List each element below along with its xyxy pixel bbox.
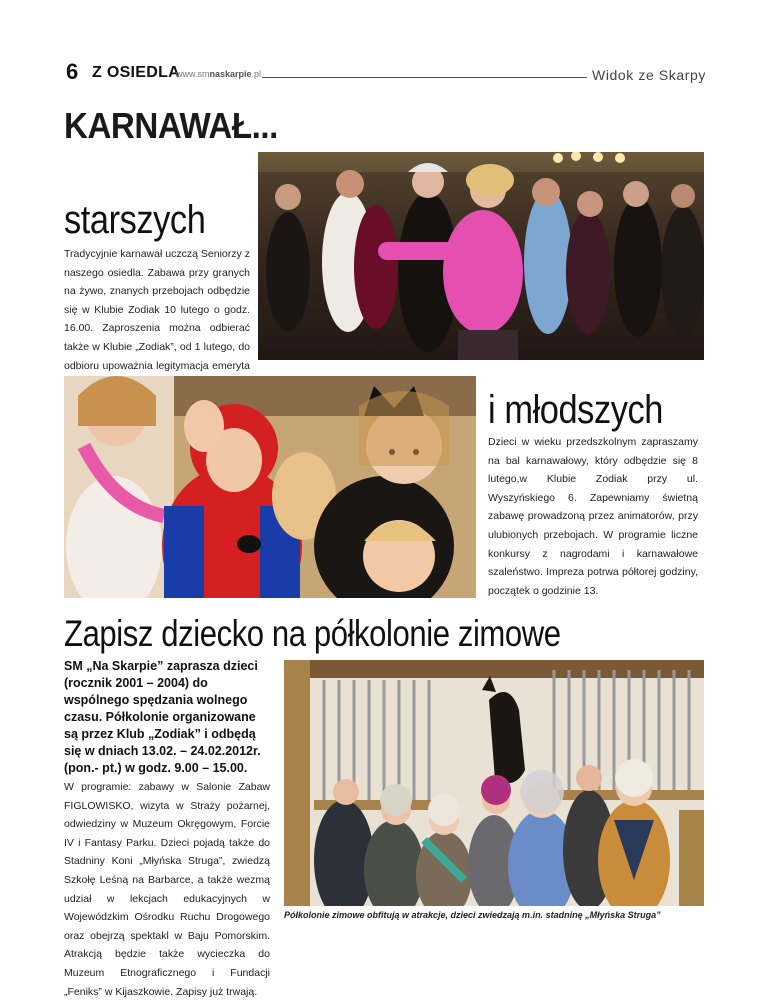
camp-heading: Zapisz dziecko na półkolonie zimowe [64,613,561,654]
stable-photo [284,660,704,906]
camp-lead: SM „Na Skarpie” zaprasza dzieci (rocznik 2001 – 2004) do wspólnego spędzania wolnego czasu. Półkolonie organizowane są przez Klub „Zodiak” i odbędą się w dniach 13.02. – 24.02.2012r. (pon.- pt.) w godz. 9.00 – 15.00. [64,659,261,775]
section-title: Z OSIEDLA [92,64,181,81]
camp-text: W programie: zabawy w Salonie Zabaw FIGLOWISKO, wizyta w Straży pożarnej, odwiedziny w Muzeum Okręgowym, Forcie IV i Fantasy Parku. Dzieci pojadą także do Stadniny Koni „Młyńska Struga”, zwiedzą Szkołę Leśną na Barbarce, a także wezmą udział w lekcjach edukacyjnych w Wojewódzkim Ośrodku Ruchu Drogowego oraz obejrzą spektakl w Baju Pomorskim. Atrakcją będzie także wycieczka do Muzeum Etnograficznego i Fundacji „Feniks” w Kijaszkowie. Zapisy już trwają. [64,781,270,998]
site-url[interactable]: www.smnaskarpie.pl [176,69,262,79]
seniors-text: Tradycyjnie karnawał uczczą Seniorzy z naszego osiedla. Zabawa przy granych na żywo, znanych przebojach odbędzie się w Klubie Zodiak 10 lutego o godz. 16.00. Zaproszenia można odbierać także w Klubie „Zodiak”, od 1 lutego, do odbioru upoważnia legitymacja emeryta [64,248,250,372]
kids-text: Dzieci w wieku przedszkolnym zapraszamy na bal karnawałowy, który odbędzie się 8 lutego,w Klubie Zodiak przy ul. Wyszyńskiego 6. Zapewniamy świetną zabawę prowadzoną przez animatorów, przy ulubionych przebojach. W programie liczne konkursy z nagrodami i karnawałowe szaleństwo. Impreza potrwa półtorej godziny, początek o godzinie 13. [488,436,698,597]
page-number: 6 [66,59,79,84]
publication-name: Widok ze Skarpy [592,67,707,83]
seniors-dance-photo [258,152,704,360]
kids-heading: i młodszych [488,388,663,432]
photo-caption: Półkolonie zimowe obfitują w atrakcje, dzieci zwiedzają m.in. stadninę „Młyńska Struga” [284,910,661,920]
header-rule [262,77,587,78]
kids-costume-photo [64,376,476,598]
page-title: KARNAWAŁ... [64,105,278,146]
seniors-heading: starszych [64,198,206,242]
